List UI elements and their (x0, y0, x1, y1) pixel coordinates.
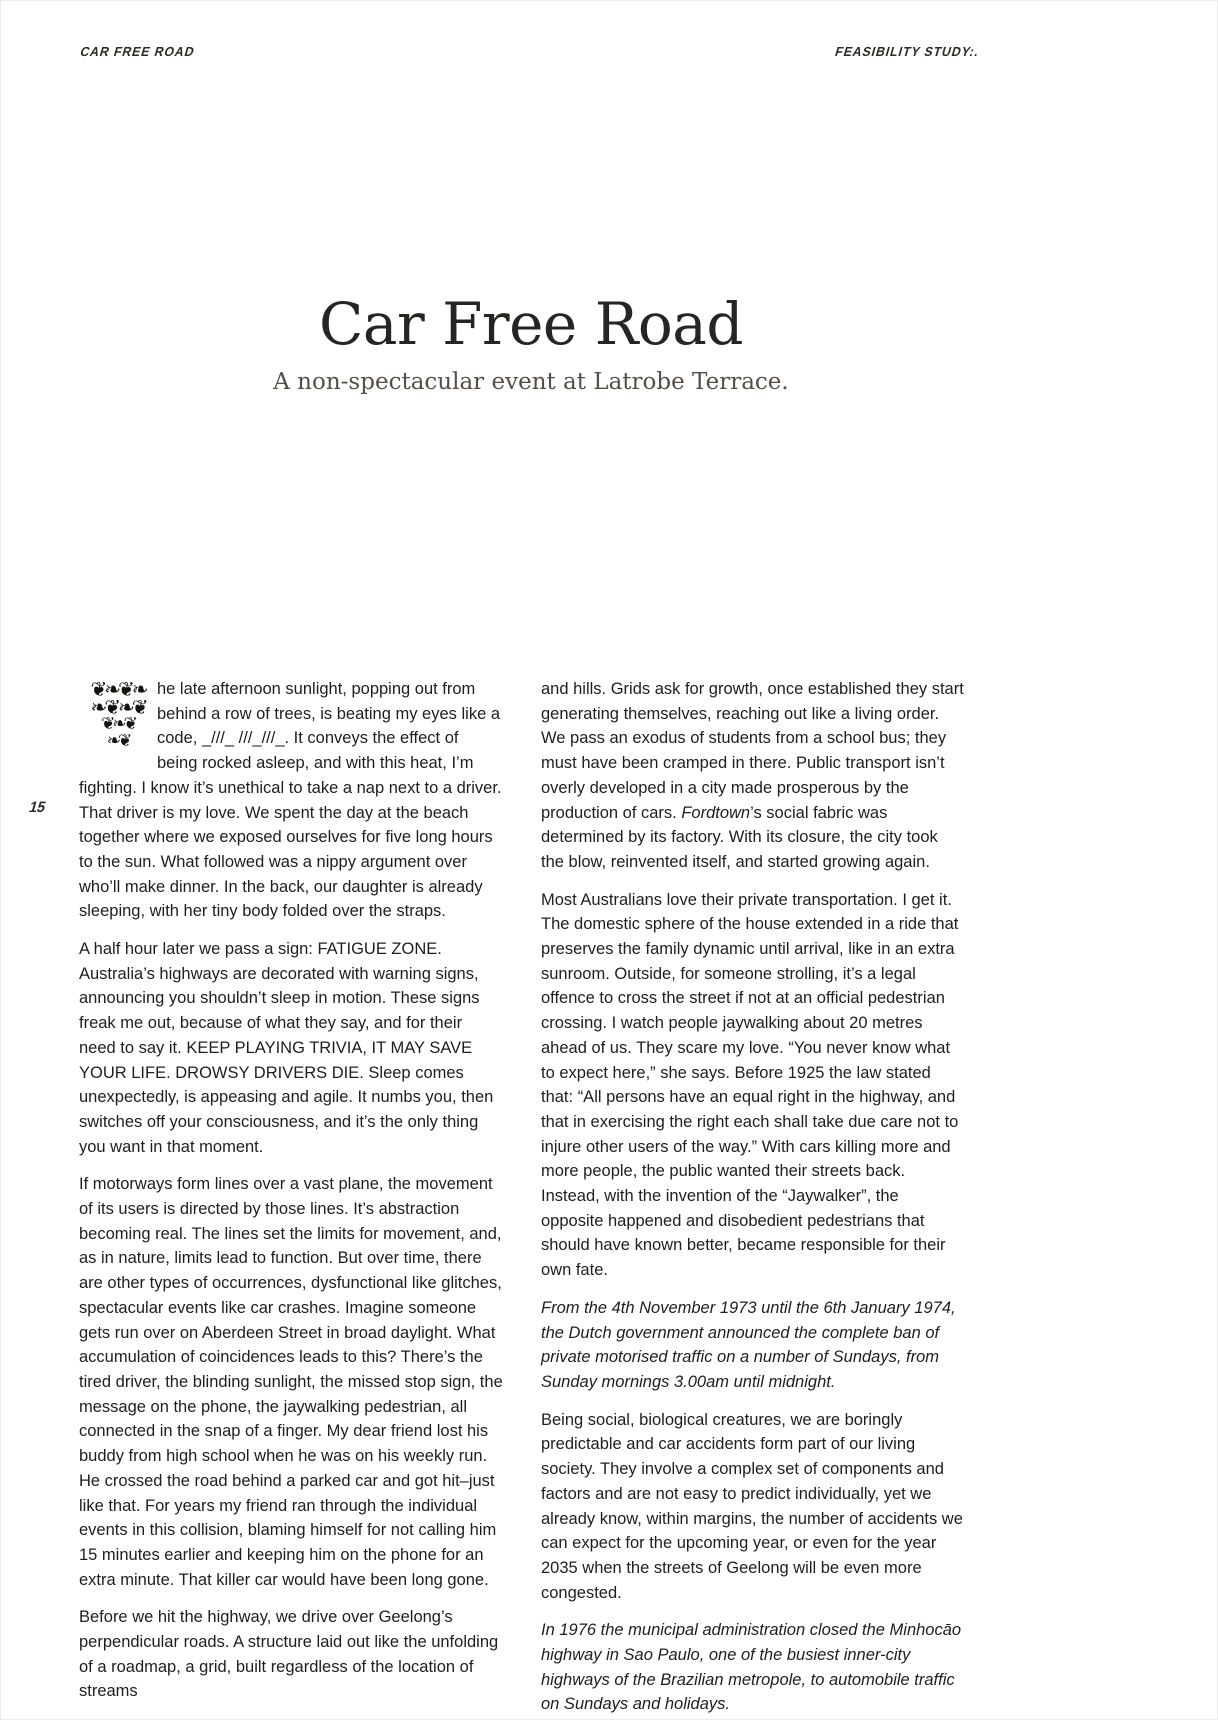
paragraph-text: Most Australians love their private transportation. I get it. The domestic sphere of the house extended in a ride that preserves the family dynamic until arrival, like in an extra sunroom. Outside, for someone strolling, it’s a legal offence to cross the street if not at an official pedestrian crossing. I watch people jaywalking about 20 metres ahead of us. They scare my love. “You never know what to expect here,” she says. Before 1925 the law stated that: “All persons have an equal right in the highway, and that in exercising the right each shall take due care not to injure other users of the way.” With cars killing more and more people, the public wanted their streets back. Instead, with the invention of the “Jaywalker”, the opposite happened and disobedient pedestrians that should have known better, became responsible for their own fate. (541, 890, 959, 1280)
ornamental-dropcap-t-icon (87, 680, 149, 752)
article-right-column (541, 677, 965, 1720)
paragraph-right-5-italic (541, 1618, 965, 1717)
paragraph-right-2 (541, 888, 965, 1283)
masthead-right-container (831, 43, 984, 61)
page-number-container (29, 799, 46, 817)
paragraph-text: and hills. Grids ask for growth, once established they start generating themselves, reaching out like a living order. We pass an exodus of students from a school bus; they must have been cramped in there. Public transport isn’t overly developed in a city made prosperous by the production of cars. (541, 680, 964, 822)
paragraph-left-2 (79, 937, 503, 1159)
dropcap-row: ❦❧❦ (101, 714, 135, 734)
article-left-column (79, 677, 503, 1720)
paragraph-right-3-italic (541, 1296, 965, 1395)
dropcap-row: ❧❦ (106, 731, 130, 751)
paragraph-text: Before we hit the highway, we drive over Geelong’s perpendicular roads. A structure laid out like the unfolding of a roadmap, a grid, built regardless of the location of streams (79, 1608, 499, 1701)
paragraph-right-4 (541, 1408, 965, 1606)
title-block (77, 290, 985, 395)
paragraph-text: ’s social fabric was determined by its factory. With its closure, the city took the blow, reinvented itself, and started growing again. (541, 803, 938, 871)
paragraph-left-4 (79, 1605, 503, 1704)
dropcap-row: ❧❦❧❦ (90, 695, 146, 719)
dropcap-row: ❦❧❦❧ (90, 680, 146, 701)
paragraph-text: In 1976 the municipal administration closed the Minhocāo highway in Sao Paulo, one of the busiest inner-city highways of the Brazilian metropole, to automobile traffic on Sundays and holidays. (541, 1621, 962, 1714)
fordtown-emphasis: Fordtown (681, 803, 751, 822)
page-number: 15 (27, 799, 48, 816)
paragraph-text: From the 4th November 1973 until the 6th January 1974, the Dutch government announced the complete ban of private motorised traffic on a number of Sundays, from Sunday mornings 3.00am until midnight. (541, 1298, 956, 1391)
paragraph-text: he late afternoon sunlight, popping out from behind a row of trees, is beating my eyes like a code, _///_ ///_///_. It conveys the effect of being rocked asleep, and with this heat, I’m fighting. I know it’s unethical to take a nap next to a driver. That driver is my love. We spent the day at the beach together where we exposed ourselves for five long hours to the sun. What followed was a nippy argument over who’ll make dinner. In the back, our daughter is already sleeping, with her tiny body folded over the straps. (79, 680, 502, 921)
masthead-left-container (77, 43, 198, 61)
paragraph-text: If motorways form lines over a vast plane, the movement of its users is directed by those lines. It’s abstraction becoming real. The lines set the limits for movement, and, as in nature, limits lead to function. But over time, there are other types of occurrences, dysfunctional like glitches, spectacular events like car crashes. Imagine someone gets run over on Aberdeen Street in broad daylight. What accumulation of coincidences leads to this? There’s the tired driver, the blinding sunlight, the missed stop sign, the message on the phone, the jaywalking pedestrian, all connected in the snap of a finger. My dear friend lost his buddy from high school when he was on his weekly run. He crossed the road behind a parked car and got hit–just like that. For years my friend ran through the individual events in this collision, blaming himself for not calling him 15 minutes earlier and keeping him on the phone for an extra minute. That killer car would have been long gone. (79, 1175, 503, 1589)
paragraph-text: A half hour later we pass a sign: FATIGUE ZONE. Australia’s highways are decorated with warning signs, announcing you shouldn’t sleep in motion. These signs freak me out, because of what they say, and for their need to say it. KEEP PLAYING TRIVIA, IT MAY SAVE YOUR LIFE. DROWSY DRIVERS DIE. Sleep comes unexpectedly, is appeasing and agile. It numbs you, then switches off your consciousness, and it’s the only thing you want in that moment. (79, 940, 494, 1156)
paragraph-left-3 (79, 1172, 503, 1592)
masthead-right-title: FEASIBILITY STUDY:. (833, 44, 982, 59)
article-body (79, 677, 965, 1720)
masthead-left-title: CAR FREE ROAD (78, 44, 197, 59)
page-title: Car Free Road (319, 290, 743, 358)
paragraph-right-1 (541, 677, 965, 875)
paragraph-text: Being social, biological creatures, we are boringly predictable and car accidents form part of our living society. They involve a complex set of components and factors and are not easy to predict individually, yet we already know, within margins, the number of accidents we can expect for the upcoming year, or even for the year 2035 when the streets of Geelong will be even more congested. (541, 1410, 963, 1602)
paragraph-left-1 (79, 677, 503, 924)
page-subtitle: A non-spectacular event at Latrobe Terrace. (273, 368, 789, 395)
